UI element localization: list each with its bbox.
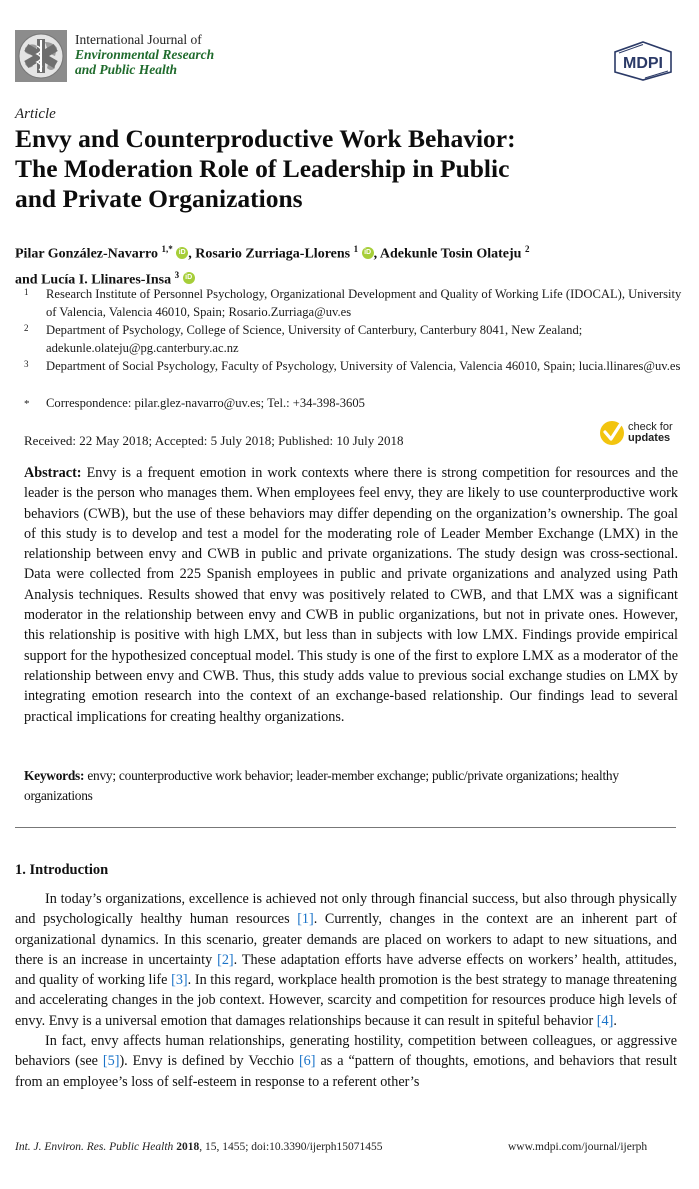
paragraph: In fact, envy affects human relationships, generating hostility, competition between colleagues, or aggressive behaviors (see [5]). Envy is defined by Vecchio [6] as a “pattern of thoughts, emotions, and behaviors that result from an employee’s loss of self-esteem in response to a referent other’s	[15, 1033, 677, 1090]
affiliation-1: 1 Research Institute of Personnel Psychology, Organizational Development and Quality of Working Life (IDOCAL), University of Valencia, Valencia 46010, Spain; Rosario.Zurriaga@uv.es	[24, 287, 682, 319]
journal-logo	[15, 30, 67, 82]
author-affil-sup: 1,*	[161, 244, 173, 254]
article-type: Article	[15, 106, 56, 122]
citation-link[interactable]: [1]	[297, 911, 314, 928]
keywords-text: envy; counterproductive work behavior; leader-member exchange; public/private organizations; healthy organizations	[24, 768, 619, 803]
citation-link[interactable]: [3]	[171, 972, 188, 989]
author-name[interactable]: Lucía I. Llinares-Insa	[41, 272, 172, 288]
footer-volume-doi[interactable]: , 15, 1455; doi:10.3390/ijerph15071455	[199, 1141, 383, 1153]
title-line-2: The Moderation Role of Leadership in Public	[15, 154, 510, 183]
mdpi-logo[interactable]	[611, 40, 675, 82]
author-affil-sup: 1	[353, 244, 359, 254]
orcid-icon[interactable]: iD	[362, 247, 374, 259]
citation-link[interactable]: [6]	[298, 1053, 316, 1070]
journal-url-link[interactable]: www.mdpi.com/journal/ijerph	[508, 1141, 648, 1153]
author-affil-sup: 3	[174, 269, 180, 280]
check-for-updates-label: check for updates	[628, 421, 673, 444]
article-title	[15, 124, 615, 214]
check-for-updates-button[interactable]	[600, 421, 680, 449]
orcid-icon[interactable]: iD	[176, 247, 188, 259]
author-name[interactable]: Rosario Zurriaga-Llorens	[195, 246, 351, 262]
footer-citation	[15, 1141, 383, 1153]
paragraph: In today’s organizations, excellence is achieved not only through financial success, but also through physically and psychologically healthy human resources [1]. Currently, changes in the context are an inherent part of organizational dynamics. In this scenario, greater demands are placed on workers to adapt to new situations, and there is an increase in uncertainty [2]. These adaptation efforts have adverse effects on workers’ health, attitudes, and quality of working life [3]. In this regard, workplace health promotion is the best strategy to manage threatening and accelerating changes in the job context. However, scarcity and competition for resources produce high levels of envy. Envy is a universal emotion that damages relationships because it can result in spiteful behavior [4].	[15, 891, 678, 1029]
orcid-icon[interactable]: iD	[183, 272, 195, 284]
abstract-label: Abstract:	[24, 465, 82, 481]
introduction-body	[15, 889, 677, 1092]
journal-name-line2: Environmental Research	[75, 47, 215, 62]
citation-link[interactable]: [4]	[596, 1012, 614, 1029]
footer-year: 2018	[176, 1141, 200, 1153]
correspondence: * Correspondence: pilar.glez-navarro@uv.es; Tel.: +34-398-3605	[24, 396, 365, 410]
author-name[interactable]: Adekunle Tosin Olateju	[379, 246, 522, 262]
abstract-text: Envy is a frequent emotion in work contexts where there is strong competition for resources and the leader is the person who manages them. When employees feel envy, they are likely to use counterproductive work behaviors (CWB), but the use of these behaviors may differ depending on the organization’s ownership. The goal of this study is to develop and test a model for the moderating role of Leader Member Exchange (LMX) in the relationship between envy and CWB in public and private organizations. The study design was cross-sectional. Data were collected from 225 Spanish employees in public and private organizations and analyzed using Path Analysis techniques. Results showed that envy was positively related to CWB, and that LMX was a significant moderator in the relationship between envy and CWB in public organizations, but not in private ones. However, this relationship is positive with high LMX, but less than in subjects with low LMX. Findings provide empirical support for the hypothesized conceptual model. This study is one of the first to explore LMX as a moderator of the relationship between envy and CWB. Thus, this study adds value to previous social exchange studies on LMX by integrating emotion research into the context of an exchange-based relationship. Our findings lead to several practical implications for creating healthy organizations.	[24, 465, 678, 725]
citation-link[interactable]: [5]	[102, 1053, 120, 1070]
author-affil-sup: 2	[524, 244, 530, 254]
publication-dates: Received: 22 May 2018; Accepted: 5 July 2018; Published: 10 July 2018	[24, 433, 404, 448]
title-line-1: Envy and Counterproductive Work Behavior:	[15, 124, 516, 153]
author-list: Pilar González-Navarro $^{1,*}$ iD , Rosario Zurriaga-Llorens $^1$ iD , Adekunle Tosin Olateju $^2$ and Lucía I. Llinares-Insa $^3$ iD	[15, 244, 530, 288]
citation-link[interactable]: [2]	[217, 951, 234, 968]
journal-name	[75, 32, 214, 77]
affiliation-2: 2 Department of Psychology, College of Science, University of Canterbury, Canterbury 8041, New Zealand; adekunle.olateju@pg.canterbury.ac.nz	[24, 323, 583, 355]
journal-name-line1: International Journal of	[75, 32, 202, 47]
abstract	[24, 463, 678, 727]
keywords-label: Keywords:	[24, 768, 85, 783]
checkmark-icon	[600, 421, 624, 445]
keywords	[24, 766, 678, 806]
svg-text:MDPI: MDPI	[623, 55, 663, 72]
affiliation-3: 3 Department of Social Psychology, Faculty of Psychology, University of Valencia, Valencia 46010, Spain; lucia.llinares@uv.es	[24, 359, 681, 373]
title-line-3: and Private Organizations	[15, 184, 303, 213]
section-heading-introduction: 1. Introduction	[15, 862, 109, 878]
journal-name-line3: and Public Health	[75, 62, 178, 77]
journal-abbrev: Int. J. Environ. Res. Public Health	[15, 1141, 174, 1153]
author-name[interactable]: Pilar González-Navarro	[15, 246, 158, 262]
section-divider	[15, 827, 676, 828]
globe-caduceus-icon	[15, 30, 67, 82]
mdpi-hexagon-icon	[611, 40, 675, 82]
